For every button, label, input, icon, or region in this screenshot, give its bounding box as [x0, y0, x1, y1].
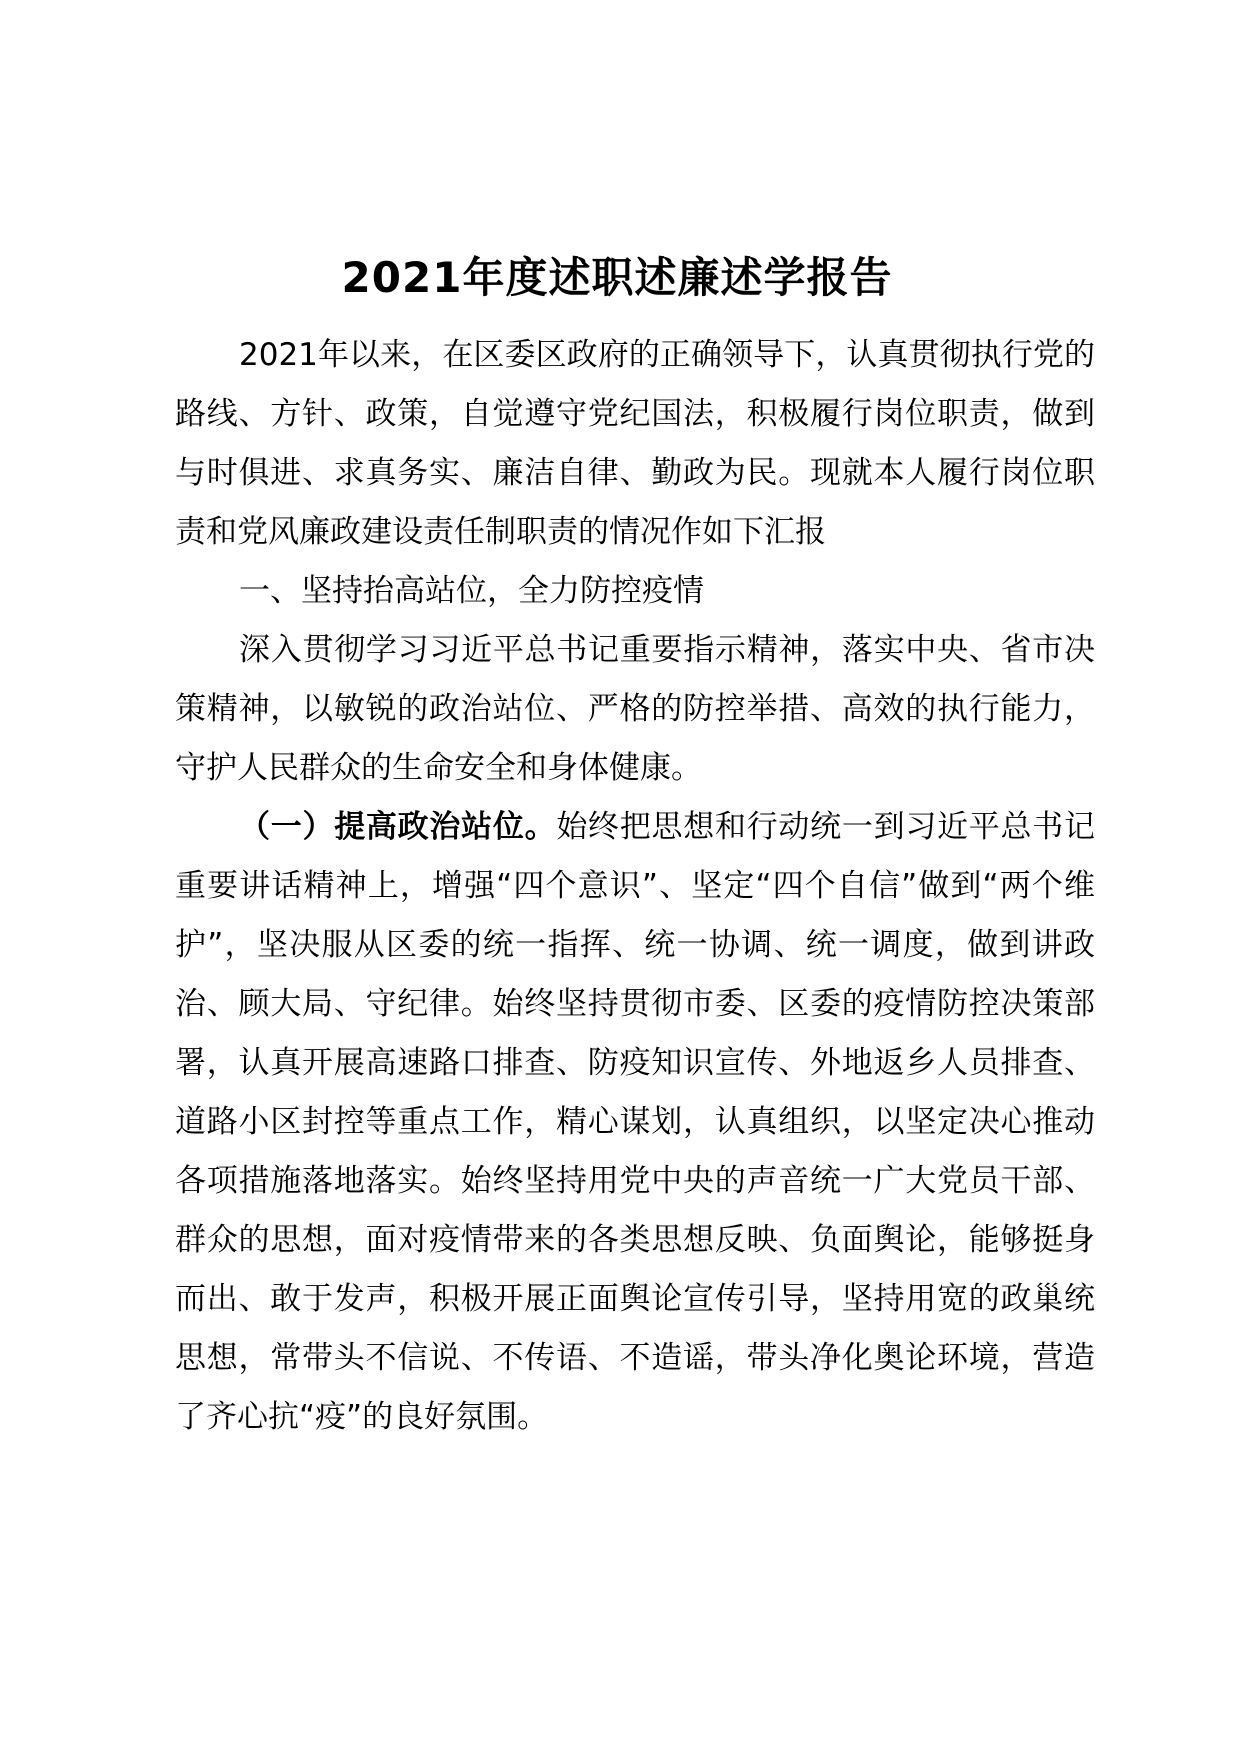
subsection-1-paragraph: [175, 798, 1095, 1447]
intro-paragraph: 2021年以来，在区委区政府的正确领导下，认真贯彻执行党的路线、方针、政策，自觉遵守党纪国法，积极履行岗位职责，做到与时俱进、求真务实、廉洁自律、勤政为民。现就本人履行岗位职责和党风廉政建设责任制职责的情况作如下汇报: [175, 337, 1095, 550]
section-heading-1: 一、坚持抬高站位，全力防控疫情: [239, 573, 704, 609]
subsection-1-lead: （一）提高政治站位。: [239, 809, 557, 845]
section-1-paragraph: 深入贯彻学习习近平总书记重要指示精神，落实中央、省市决策精神，以敏锐的政治站位、严格的防控举措、高效的执行能力，守护人民群众的生命安全和身体健康。: [175, 632, 1095, 786]
document-title: 2021年度述职述廉述学报告: [341, 253, 893, 302]
document-body: [175, 326, 1095, 1447]
subsection-1-text: 始终把思想和行动统一到习近平总书记重要讲话精神上，增强“四个意识”、坚定“四个自信”做到“两个维护”，坚决服从区委的统一指挥、统一协调、统一调度，做到讲政治、顾大局、守纪律。始终坚持贯彻市委、区委的疫情防控决策部署，认真开展高速路口排查、防疫知识宣传、外地返乡人员排查、道路小区封控等重点工作，精心谋划，认真组织，以坚定决心推动各项措施落地落实。始终坚持用党中央的声音统一广大党员干部、群众的思想，面对疫情带来的各类思想反映、负面舆论，能够挺身而出、敢于发声，积极开展正面舆论宣传引导，坚持用宽的政巢统思想，常带头不信说、不传语、不造谣，带头净化奥论环境，营造了齐心抗“疫”的良好氛围。: [175, 809, 1096, 1435]
